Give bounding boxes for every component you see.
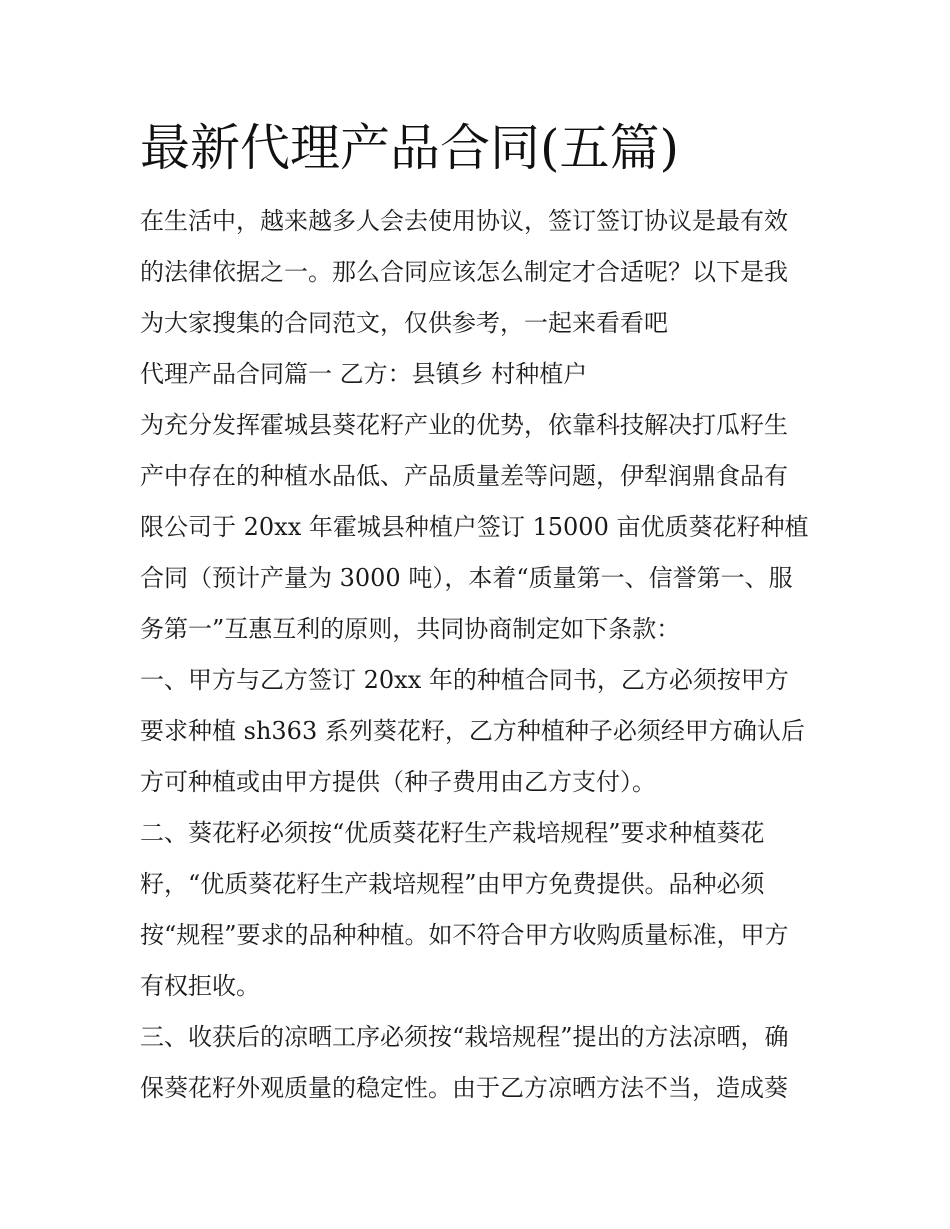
paragraph-line: 代理产品合同篇一 乙方：县镇乡 村种植户 [140, 360, 588, 388]
paragraph-line: 按“规程”要求的品种种植。如不符合甲方收购质量标准，甲方 [140, 921, 789, 949]
paragraph-line: 合同（预计产量为 3000 吨），本着“质量第一、信誉第一、服 [140, 564, 793, 592]
document-title: 最新代理产品合同(五篇) [140, 119, 680, 177]
document-body [140, 196, 820, 1114]
paragraph-line: 方可种植或由甲方提供（种子费用由乙方支付）。 [140, 768, 656, 796]
paragraph-line: 务第一”互惠互利的原则，共同协商制定如下条款： [140, 615, 681, 643]
paragraph-line: 保葵花籽外观质量的稳定性。由于乙方凉晒方法不当，造成葵 [140, 1074, 788, 1102]
paragraph-line: 有权拒收。 [140, 972, 260, 1000]
paragraph-line: 二、葵花籽必须按“优质葵花籽生产栽培规程”要求种植葵花 [140, 819, 765, 847]
paragraph-line: 要求种植 sh363 系列葵花籽，乙方种植种子必须经甲方确认后 [140, 717, 805, 745]
paragraph-line: 产中存在的种植水品低、产品质量差等问题，伊犁润鼎食品有 [140, 462, 788, 490]
paragraph-line: 为充分发挥霍城县葵花籽产业的优势，依靠科技解决打瓜籽生 [140, 411, 788, 439]
paragraph-line: 一、甲方与乙方签订 20xx 年的种植合同书，乙方必须按甲方 [140, 666, 789, 694]
paragraph-line: 三、收获后的凉晒工序必须按“栽培规程”提出的方法凉晒，确 [140, 1023, 789, 1051]
paragraph-line: 籽，“优质葵花籽生产栽培规程”由甲方免费提供。品种必须 [140, 870, 765, 898]
paragraph-line: 为大家搜集的合同范文，仅供参考，一起来看看吧 [140, 309, 668, 337]
paragraph-line: 限公司于 20xx 年霍城县种植户签订 15000 亩优质葵花籽种植 [140, 513, 809, 541]
paragraph-line: 在生活中，越来越多人会去使用协议，签订签订协议是最有效 [140, 207, 788, 235]
paragraph-line: 的法律依据之一。那么合同应该怎么制定才合适呢？以下是我 [140, 258, 788, 286]
